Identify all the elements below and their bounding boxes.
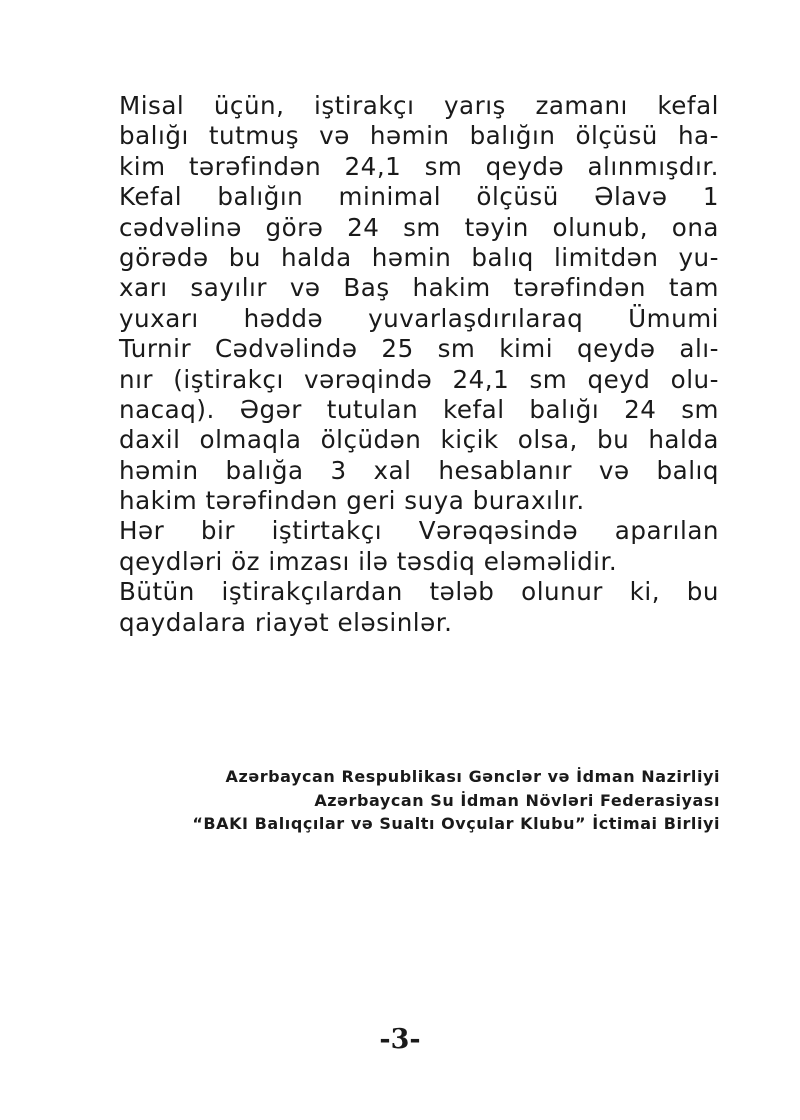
text-line: Turnir Cədvəlində 25 sm kimi qeydə alı-	[119, 334, 719, 364]
text-line: daxil olmaqla ölçüdən kiçik olsa, bu halda	[119, 425, 719, 455]
text-line: Kefal balığın minimal ölçüsü Əlavə 1	[119, 182, 719, 212]
organization-club: “BAKI Balıqçılar və Sualtı Ovçular Klubu” İctimai Birliyi	[192, 814, 720, 833]
paragraph-signature-rule	[119, 516, 719, 577]
text-line: qaydalara riayət eləsinlər.	[119, 607, 453, 637]
organization-federation: Azərbaycan Su İdman Növləri Federasiyası	[314, 790, 720, 810]
text-line: xarı sayılır və Baş hakim tərəfindən tam	[119, 273, 719, 303]
text-line: yuxarı həddə yuvarlaşdırılaraq Ümumi	[119, 303, 719, 333]
organization-ministry: Azərbaycan Respublikası Gənclər və İdman Nazirliyi	[225, 767, 720, 786]
organizations-block	[192, 765, 720, 836]
main-text	[119, 91, 719, 638]
text-line: Hər bir iştirtakçı Vərəqəsində aparılan	[119, 516, 719, 546]
text-line: Bütün iştirakçılardan tələb olunur ki, bu	[119, 577, 719, 607]
text-line: nır (iştirakçı vərəqində 24,1 sm qeyd olu-	[119, 364, 719, 394]
text-line: Misal üçün, iştirakçı yarış zamanı kefal	[119, 91, 719, 120]
text-line: həmin balığa 3 xal hesablanır və balıq	[119, 455, 719, 485]
text-line: nacaq). Əgər tutulan kefal balığı 24 sm	[119, 394, 719, 424]
text-line: balığı tutmuş və həmin balığın ölçüsü ha-	[119, 121, 719, 151]
page-number: -3-	[379, 1024, 421, 1055]
text-line: kim tərəfindən 24,1 sm qeydə alınmışdır.	[119, 151, 719, 181]
paragraph-example	[119, 91, 719, 516]
text-line: cədvəlinə görə 24 sm təyin olunub, ona	[119, 212, 719, 242]
text-line: görədə bu halda həmin balıq limitdən yu-	[119, 242, 719, 272]
paragraph-compliance	[119, 577, 719, 638]
text-line: qeydləri öz imzası ilə təsdiq eləməlidir.	[119, 546, 618, 576]
text-line: hakim tərəfindən geri suya buraxılır.	[119, 486, 585, 516]
